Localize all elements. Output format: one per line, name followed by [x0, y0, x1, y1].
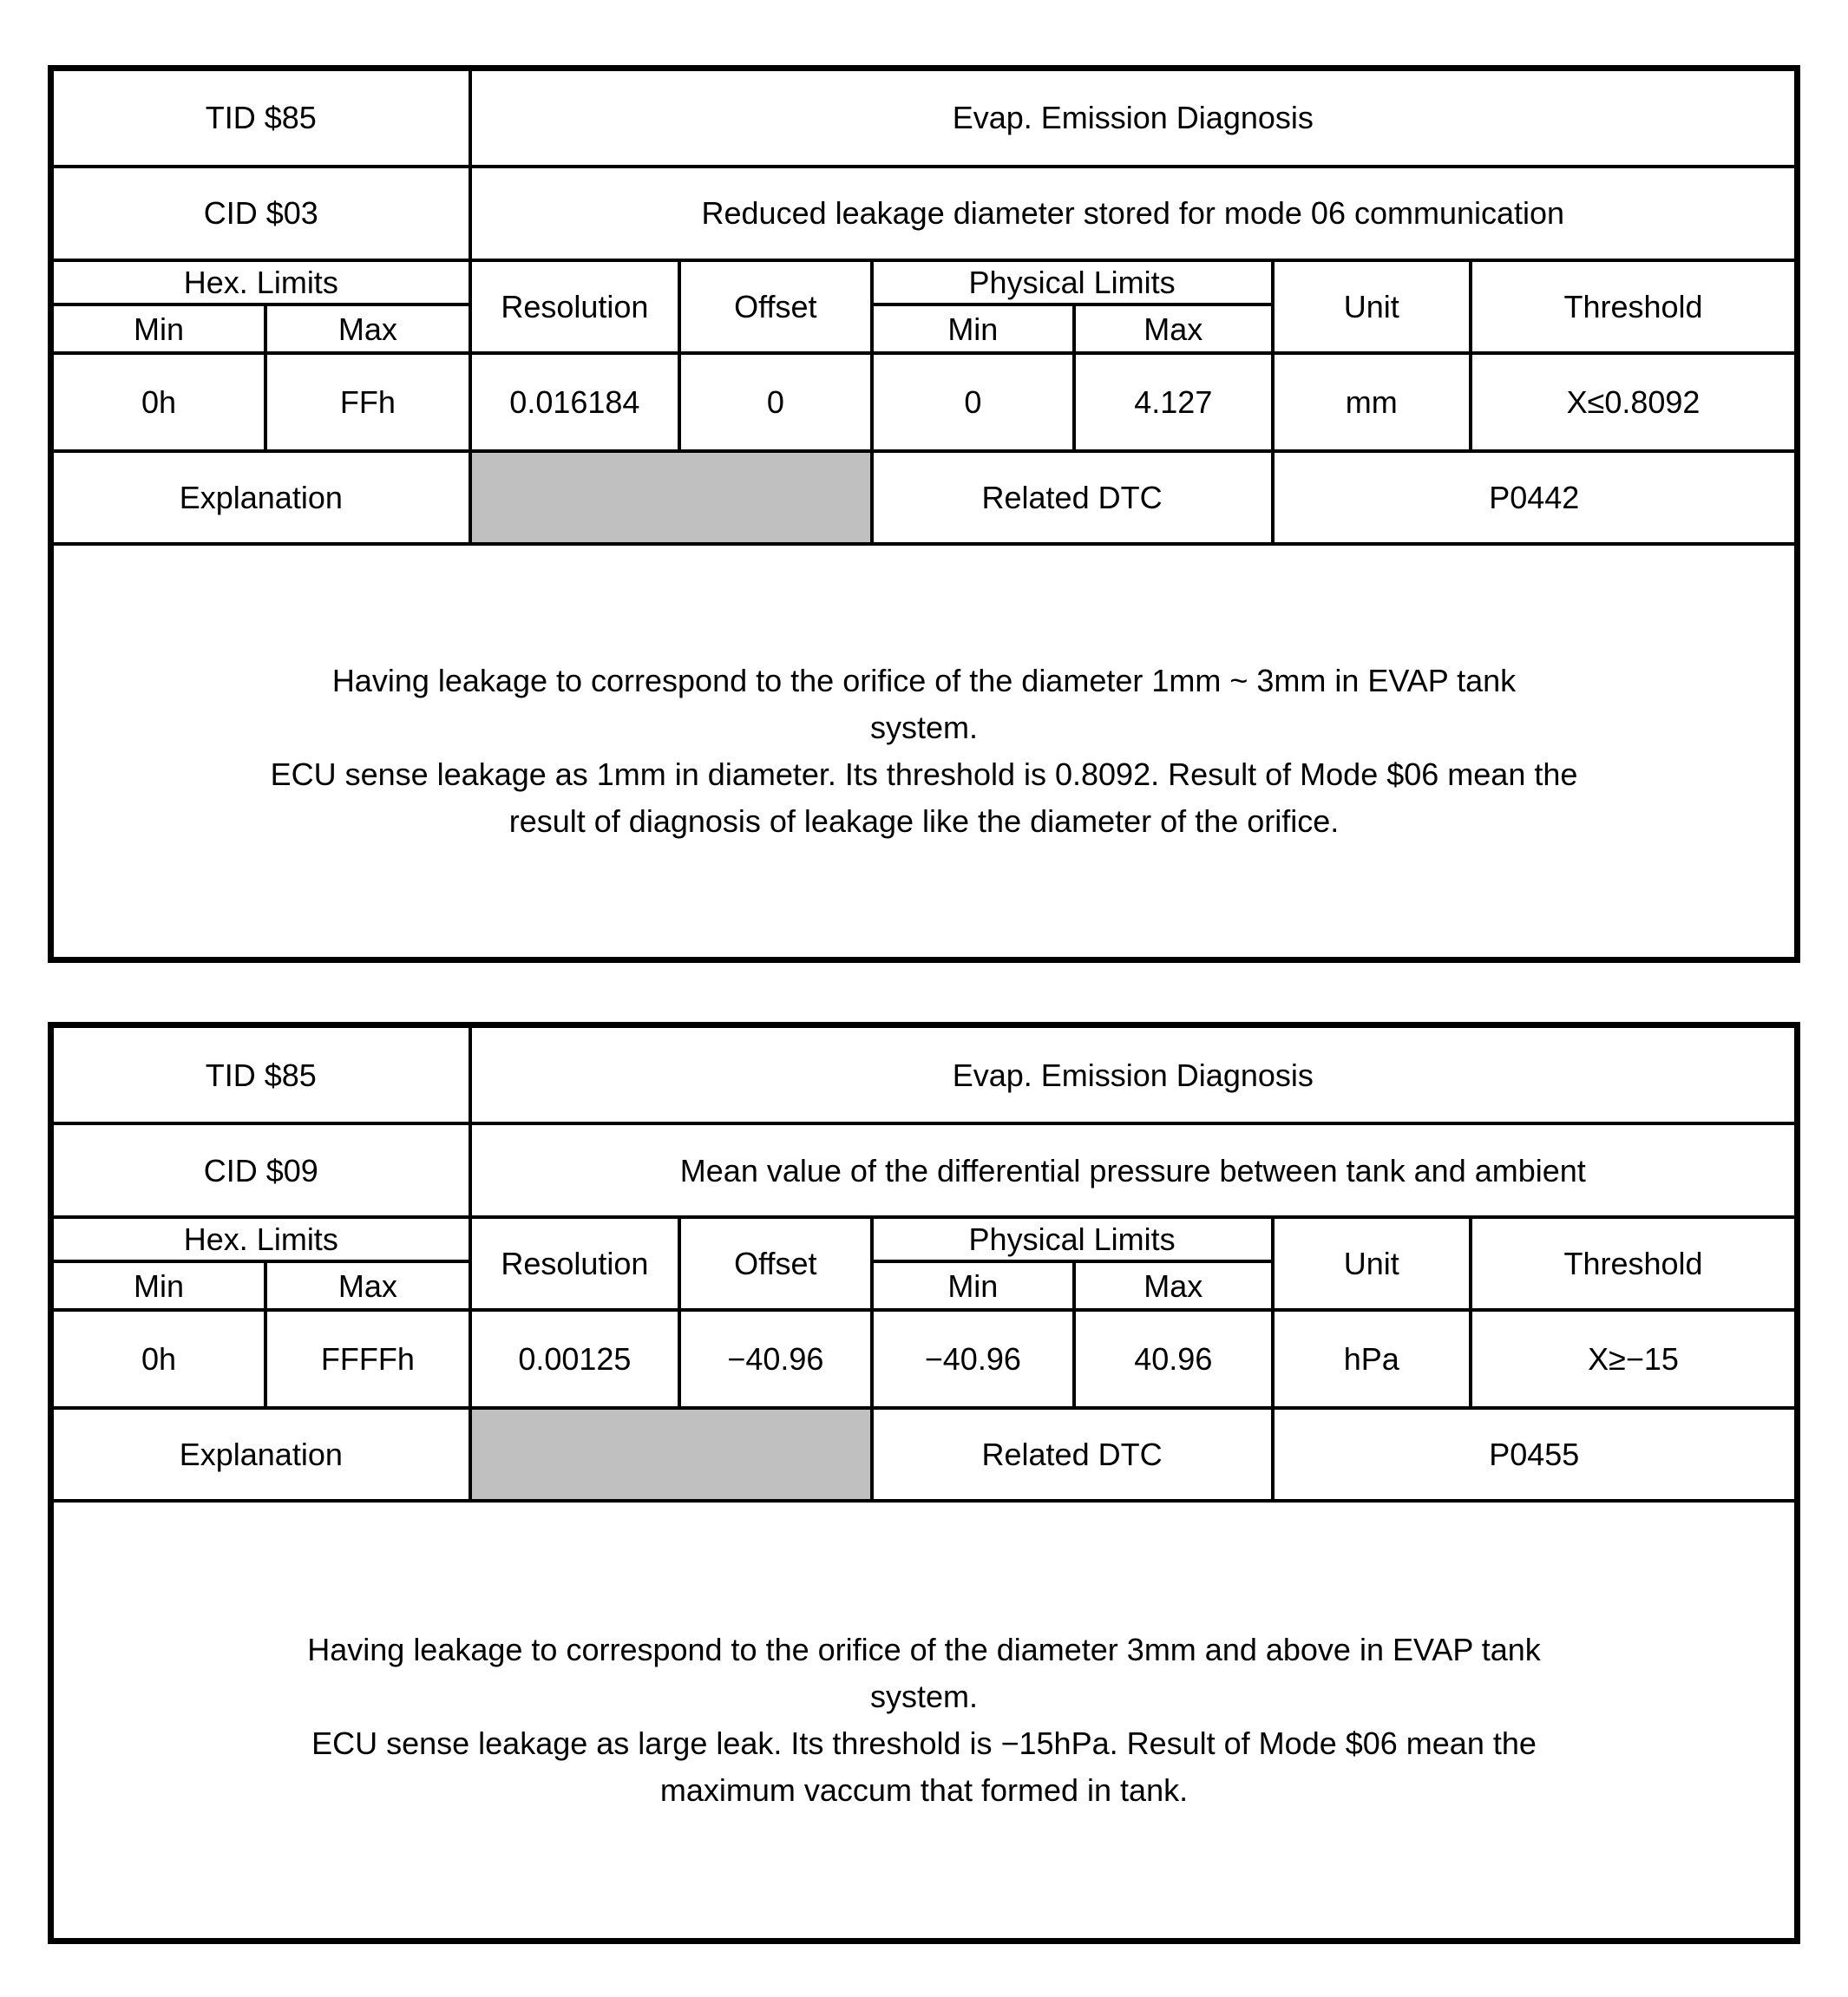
cid-cell: CID $09: [51, 1123, 470, 1217]
threshold-header: Threshold: [1471, 260, 1797, 353]
explanation-label: Explanation: [51, 1408, 470, 1501]
table-row: [51, 1123, 1798, 1217]
diagnosis-title: Evap. Emission Diagnosis: [470, 1025, 1798, 1124]
resolution-value: 0.00125: [470, 1310, 680, 1408]
related-dtc-value: P0442: [1273, 451, 1798, 544]
hex-max-header: Max: [265, 304, 470, 353]
phys-min-header: Min: [872, 1261, 1075, 1310]
explanation-line: result of diagnosis of leakage like the diameter of the orifice.: [508, 803, 1340, 840]
offset-header: Offset: [679, 260, 871, 353]
hex-min-header: Min: [51, 304, 266, 353]
hex-min-header: Min: [51, 1261, 266, 1310]
cid-description: Reduced leakage diameter stored for mode 06 communication: [470, 167, 1798, 260]
table-row: [51, 1025, 1798, 1124]
related-dtc-label: Related DTC: [872, 1408, 1273, 1501]
phys-min-value: −40.96: [872, 1310, 1075, 1408]
phys-min-header: Min: [872, 304, 1075, 353]
offset-value: 0: [679, 353, 871, 451]
physical-limits-header: Physical Limits: [872, 1217, 1273, 1261]
phys-min-value: 0: [872, 353, 1075, 451]
diagnosis-title: Evap. Emission Diagnosis: [470, 69, 1798, 167]
cid-cell: CID $03: [51, 167, 470, 260]
offset-header: Offset: [679, 1217, 871, 1310]
resolution-header: Resolution: [470, 260, 680, 353]
table-data-row: [51, 353, 1798, 451]
table-header-row: [51, 260, 1798, 304]
phys-max-value: 4.127: [1074, 353, 1272, 451]
tid-cell: TID $85: [51, 1025, 470, 1124]
gray-filler-cell: [470, 451, 872, 544]
diagnosis-table-2: [48, 1022, 1800, 1944]
resolution-value: 0.016184: [470, 353, 680, 451]
explanation-line: Having leakage to correspond to the orifice of the diameter 1mm ~ 3mm in EVAP tank: [331, 663, 1517, 699]
threshold-value: X≤0.8092: [1471, 353, 1797, 451]
offset-value: −40.96: [679, 1310, 871, 1408]
unit-value: mm: [1273, 353, 1471, 451]
threshold-header: Threshold: [1471, 1217, 1797, 1310]
physical-limits-header: Physical Limits: [872, 260, 1273, 304]
table-row: [51, 167, 1798, 260]
hex-max-header: Max: [265, 1261, 470, 1310]
explanation-header-row: [51, 451, 1798, 544]
hex-min-value: 0h: [51, 1310, 266, 1408]
phys-max-value: 40.96: [1074, 1310, 1272, 1408]
explanation-header-row: [51, 1408, 1798, 1501]
hex-max-value: FFh: [265, 353, 470, 451]
diagnosis-table-1: [48, 65, 1800, 963]
phys-max-header: Max: [1074, 1261, 1272, 1310]
explanation-text-row: [51, 544, 1798, 960]
related-dtc-value: P0455: [1273, 1408, 1798, 1501]
hex-limits-header: Hex. Limits: [51, 260, 470, 304]
explanation-line: ECU sense leakage as 1mm in diameter. Its threshold is 0.8092. Result of Mode $06 mean the: [270, 756, 1578, 793]
table-row: [51, 69, 1798, 167]
hex-max-value: FFFFh: [265, 1310, 470, 1408]
explanation-line: system.: [869, 710, 978, 746]
table-data-row: [51, 1310, 1798, 1408]
phys-max-header: Max: [1074, 304, 1272, 353]
table-header-row: [51, 1217, 1798, 1261]
cid-description: Mean value of the differential pressure between tank and ambient: [470, 1123, 1798, 1217]
unit-value: hPa: [1273, 1310, 1471, 1408]
unit-header: Unit: [1273, 1217, 1471, 1310]
explanation-text: [51, 544, 1798, 960]
resolution-header: Resolution: [470, 1217, 680, 1310]
hex-min-value: 0h: [51, 353, 266, 451]
gray-filler-cell: [470, 1408, 872, 1501]
threshold-value: X≥−15: [1471, 1310, 1797, 1408]
explanation-line: maximum vaccum that formed in tank.: [659, 1772, 1189, 1809]
tid-cell: TID $85: [51, 69, 470, 167]
hex-limits-header: Hex. Limits: [51, 1217, 470, 1261]
related-dtc-label: Related DTC: [872, 451, 1273, 544]
explanation-line: system.: [869, 1679, 978, 1715]
explanation-label: Explanation: [51, 451, 470, 544]
explanation-text: [51, 1501, 1798, 1941]
explanation-line: Having leakage to correspond to the orifice of the diameter 3mm and above in EVAP tank: [307, 1632, 1541, 1668]
explanation-text-row: [51, 1501, 1798, 1941]
unit-header: Unit: [1273, 260, 1471, 353]
explanation-line: ECU sense leakage as large leak. Its threshold is −15hPa. Result of Mode $06 mean the: [311, 1725, 1537, 1762]
